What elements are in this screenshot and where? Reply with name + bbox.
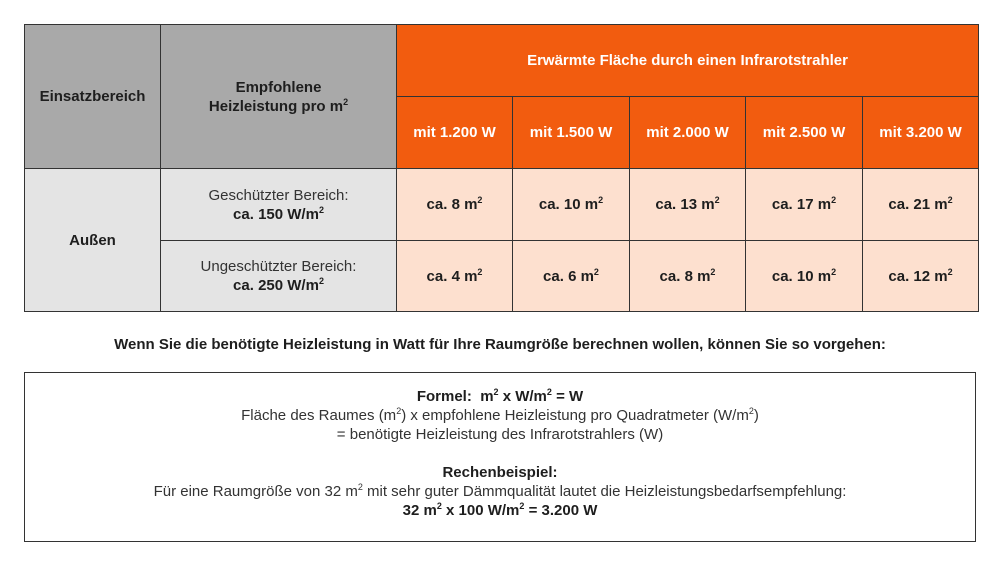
table-cell: ca. 17 $m^2$ — [746, 169, 863, 241]
formula-result: = benötigte Heizleistung des Infrarotstrahlers (W) — [336, 426, 664, 443]
header-power-2500: mit 2.500 W — [746, 97, 863, 169]
table-cell: ca. 4 $m^2$ — [397, 241, 513, 312]
table-row-ungeschuetzt — [25, 241, 979, 312]
table-row-geschuetzt — [25, 169, 979, 241]
instruction-note: Wenn Sie die benötigte Heizleistung in Watt für Ihre Raumgröße berechnen wollen, können Sie so vorgehen: — [114, 336, 886, 353]
area-label-aussen: Außen — [25, 169, 161, 312]
example-calculation: 32 $m^2$ x 100 $W/m^2 = 3.200$ W — [402, 501, 598, 519]
row-label-geschuetzt: Geschützter Bereich: ca. 150 $W/m^2$ — [161, 169, 397, 241]
header-power-1500: mit 1.500 W — [513, 97, 630, 169]
formula-description: Fläche des Raumes $(m^2)$ x empfohlene Heizleistung pro Quadratmeter $(W/m^2)$ — [241, 406, 759, 424]
header-einsatzbereich: Einsatzbereich — [25, 25, 161, 169]
formula-line: Formel: $m^2$ x $W/m^2 = W$ — [416, 387, 584, 405]
header-power-2000: mit 2.000 W — [630, 97, 746, 169]
table-cell: ca. 6 $m^2$ — [513, 241, 630, 312]
table-cell: ca. 8 $m^2$ — [630, 241, 746, 312]
table-cell: ca. 10 $m^2$ — [513, 169, 630, 241]
table-cell: ca. 10 $m^2$ — [746, 241, 863, 312]
header-empfohlene-heizleistung: Empfohlene Heizleistung pro $m^2$ — [161, 25, 397, 169]
header-power-1200: mit 1.200 W — [397, 97, 513, 169]
header-power-3200: mit 3.200 W — [863, 97, 979, 169]
heating-area-table — [24, 24, 979, 312]
row-label-ungeschuetzt: Ungeschützter Bereich: ca. 250 $W/m^2$ — [161, 241, 397, 312]
table-cell: ca. 13 $m^2$ — [630, 169, 746, 241]
formula-box — [24, 372, 976, 542]
table-cell: ca. 12 $m^2$ — [863, 241, 979, 312]
header-erwaermte-flaeche: Erwärmte Fläche durch einen Infrarotstrahler — [397, 25, 979, 97]
table-cell: ca. 8 $m^2$ — [397, 169, 513, 241]
example-heading: Rechenbeispiel: — [442, 464, 558, 481]
table-cell: ca. 21 $m^2$ — [863, 169, 979, 241]
example-description: Für eine Raumgröße von 32 $m^2$ mit sehr guter Dämmqualität lautet die Heizleistungsbedarfsempfehlung: — [153, 482, 847, 500]
